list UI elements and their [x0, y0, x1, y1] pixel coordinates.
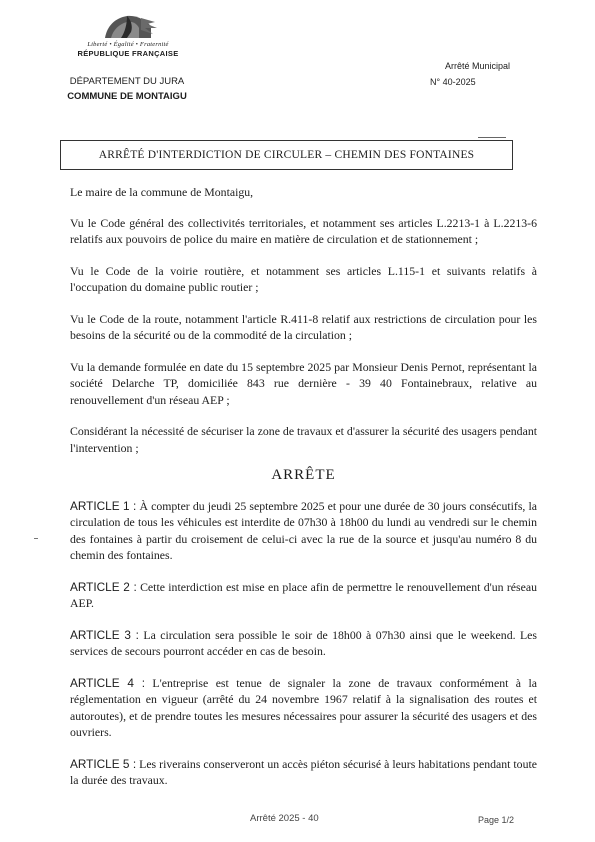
footer-reference: Arrêté 2025 - 40 [250, 813, 319, 824]
preamble-paragraph: Le maire de la commune de Montaigu, [70, 185, 254, 199]
preamble-paragraph: Considérant la nécessité de sécuriser la zone de travaux et d'assurer la sécurité des usagers pendant l'intervention ; [70, 424, 537, 455]
preamble-paragraph: Vu la demande formulée en date du 15 septembre 2025 par Monsieur Denis Pernot, représentant la société Delarche TP, domiciliée 843 rue dernière - 39 40 Fontainebraux, relative au renouvellement d'un réseau AEP ; [70, 359, 537, 407]
republic-label: RÉPUBLIQUE FRANÇAISE [77, 49, 179, 58]
article-paragraph [70, 579, 537, 612]
article-text: Cette interdiction est mise en place afin de permettre le renouvellement d'un réseau AEP. [70, 579, 537, 610]
preamble-paragraph: Vu le Code général des collectivités territoriales, et notamment ses articles L.2213-1 à L.2213-6 relatifs aux pouvoirs de police du maire en matière de circulation et de stationnement ; [70, 215, 537, 246]
document-body [70, 184, 537, 804]
decision-heading: ARRÊTE [271, 467, 336, 483]
department-name: DÉPARTEMENT DU JURA [69, 76, 185, 87]
commune-name: COMMUNE DE MONTAIGU [67, 91, 187, 102]
article-text: La circulation sera possible le soir de 18h00 à 07h30 ainsi que le weekend. Les services de secours pourront accéder en cas de besoin. [70, 627, 537, 658]
article-paragraph [70, 756, 537, 789]
arrete-number: N° 40-2025 [430, 77, 476, 87]
article-paragraph [70, 498, 537, 564]
republic-motto: Liberté • Égalité • Fraternité [87, 41, 169, 48]
article-label: ARTICLE 5 : [70, 756, 137, 771]
document-title: ARRÊTÉ D'INTERDICTION DE CIRCULER – CHEMIN DES FONTAINES [60, 140, 513, 170]
article-label: ARTICLE 1 : [70, 498, 137, 513]
divider [478, 137, 506, 138]
article-text: À compter du jeudi 25 septembre 2025 et pour une durée de 30 jours consécutifs, la circulation de tous les véhicules est interdite de 07h30 à 18h00 du lundi au vendredi sur le chemin des fontaines à partir du croisement de celui-ci avec la rue de la source et jusqu'au numéro 8 du chemin des fontaines. [70, 498, 537, 562]
article-text: L'entreprise est tenue de signaler la zone de travaux conformément à la réglementation en vigueur (arrêté du 24 novembre 1967 relatif à la signalisation des routes et autoroutes), et de prendre toutes les mesures nécessaires pour assurer la sécurité des usagers et des ouvriers. [70, 675, 537, 739]
issuer-block [52, 74, 202, 104]
republic-logo [58, 12, 198, 58]
article-paragraph [70, 675, 537, 741]
scan-mark [34, 538, 38, 539]
marianne-icon [97, 12, 159, 40]
preamble-paragraph: Vu le Code de la voirie routière, et notamment ses articles L.115-1 et suivants relatifs à l'occupation du domaine public routier ; [70, 263, 537, 294]
article-label: ARTICLE 3 : [70, 627, 139, 642]
article-label: ARTICLE 2 : [70, 579, 137, 594]
preamble-paragraph: Vu le Code de la route, notamment l'article R.411-8 relatif aux restrictions de circulation pour les besoins de la sécurité ou de la commodité de la circulation ; [70, 311, 537, 342]
arrete-reference [430, 58, 510, 90]
article-label: ARTICLE 4 : [70, 675, 145, 690]
article-paragraph [70, 627, 537, 660]
article-text: Les riverains conserveront un accès piéton sécurisé à leurs habitations pendant toute la durée des travaux. [70, 756, 537, 787]
arrete-label: Arrêté Municipal [445, 61, 511, 71]
page-number: Page 1/2 [478, 815, 515, 825]
